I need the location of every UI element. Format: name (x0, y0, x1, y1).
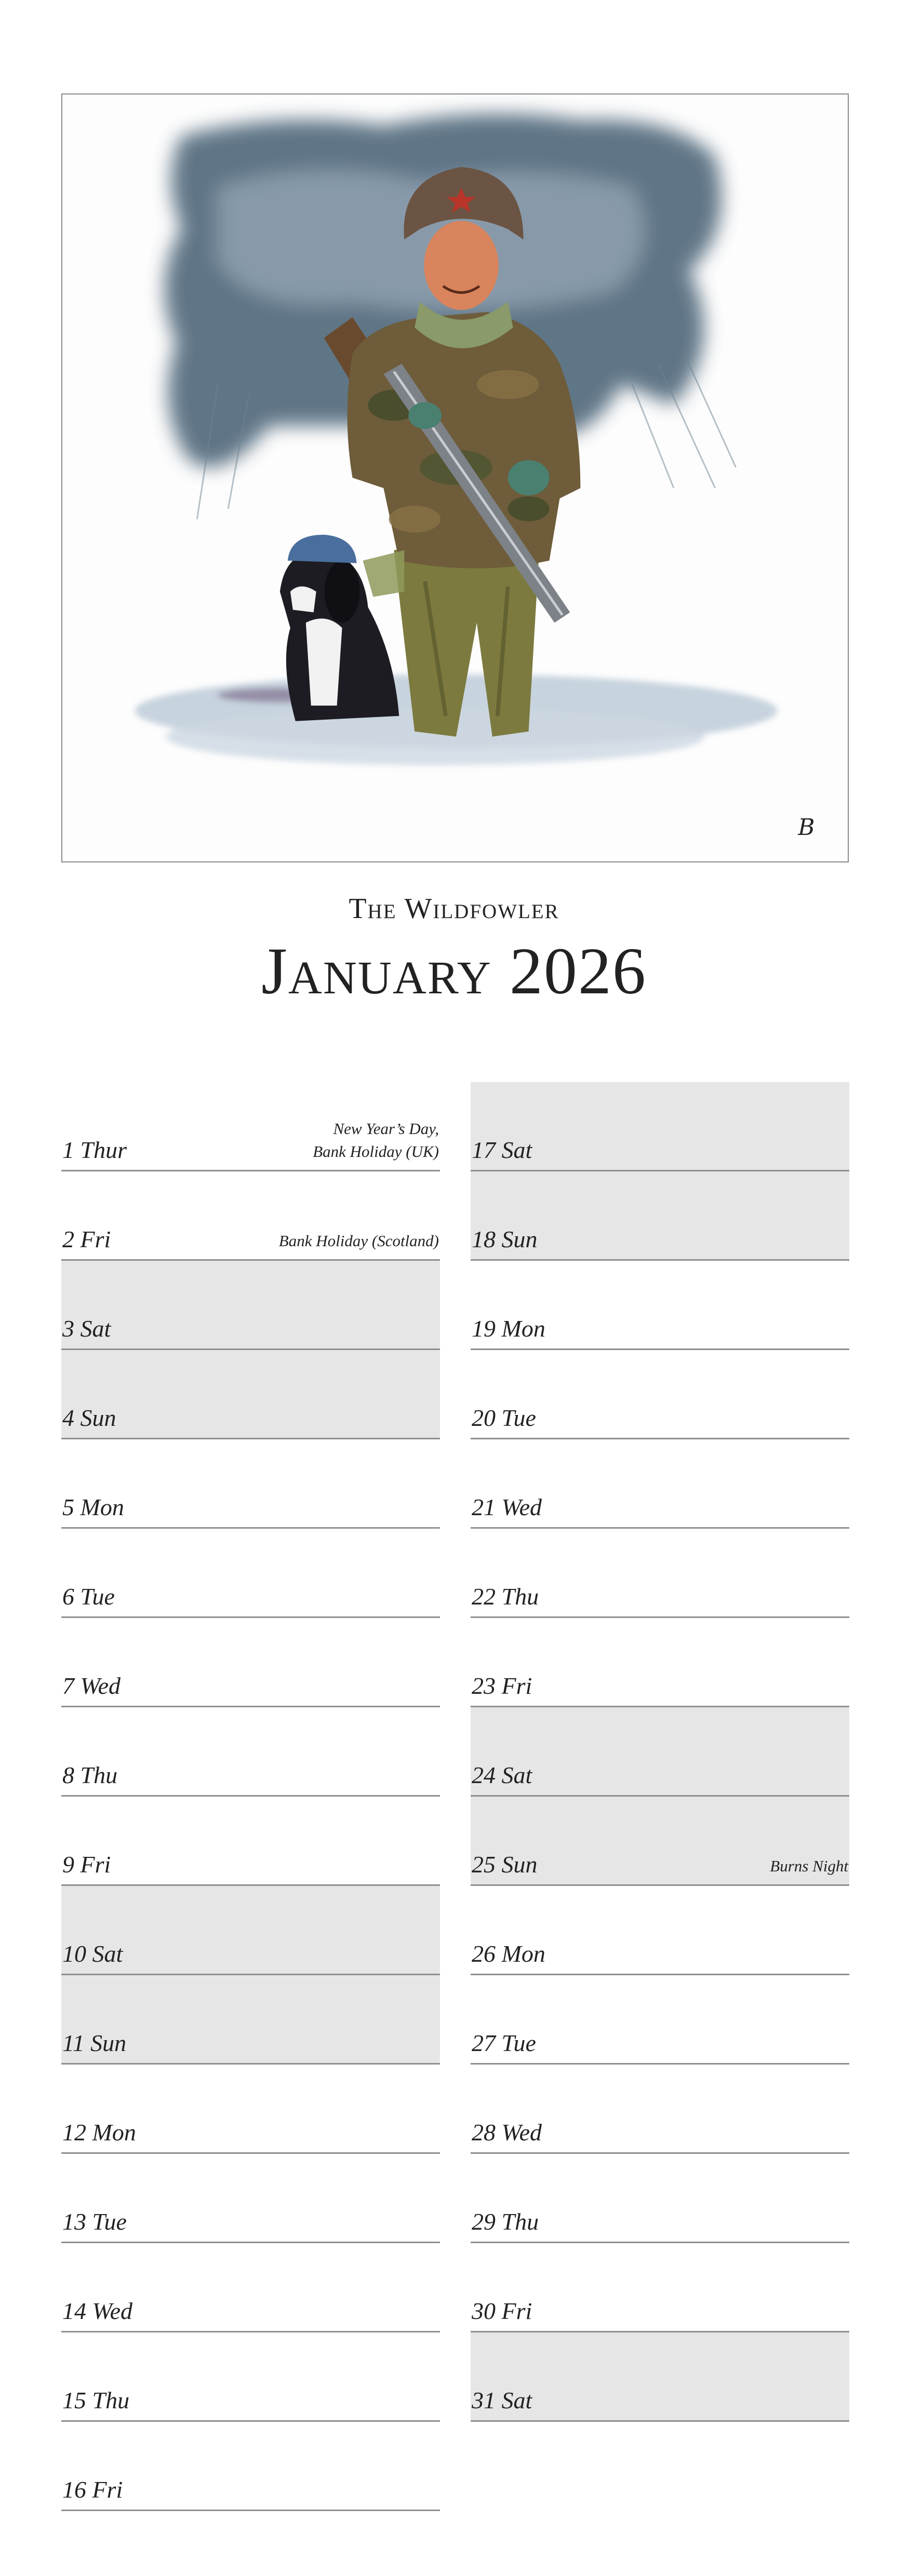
day-label: 29 Thu (472, 2208, 539, 2235)
day-label: 25 Sun (472, 1851, 538, 1878)
day-row[interactable] (61, 1618, 440, 1707)
calendar-subtitle: The Wildfowler (349, 893, 559, 925)
glove-right (408, 402, 442, 429)
wildfowler-illustration (62, 95, 848, 861)
day-label: 19 Mon (472, 1315, 545, 1342)
day-label: 13 Tue (62, 2208, 127, 2235)
day-label: 2 Fri (62, 1226, 111, 1252)
day-label: 4 Sun (62, 1405, 116, 1431)
day-label: 5 Mon (62, 1494, 124, 1520)
day-label: 12 Mon (62, 2119, 136, 2146)
day-label: 15 Thu (62, 2387, 130, 2413)
day-row[interactable] (61, 1261, 440, 1350)
day-row[interactable] (61, 1975, 440, 2065)
illustration-frame (61, 93, 849, 862)
glove-left (508, 460, 550, 495)
days-column-right (471, 1082, 849, 2422)
bucket (363, 550, 404, 597)
day-row[interactable] (61, 1082, 440, 1171)
face (424, 221, 499, 310)
day-label: 16 Fri (62, 2476, 123, 2503)
day-label: 28 Wed (472, 2119, 542, 2146)
day-label: 6 Tue (62, 1583, 115, 1610)
day-label: 17 Sat (472, 1137, 532, 1163)
spaniel-ear (325, 561, 360, 623)
artist-signature: B (798, 814, 815, 841)
day-label: 20 Tue (472, 1405, 536, 1431)
day-row[interactable] (471, 1707, 849, 1797)
day-label: 7 Wed (62, 1673, 121, 1699)
day-row[interactable] (471, 2332, 849, 2422)
day-label: 8 Thu (62, 1762, 118, 1788)
day-label: 26 Mon (472, 1940, 545, 1967)
day-note: Burns Night (770, 1856, 848, 1875)
day-label: 18 Sun (472, 1226, 538, 1252)
day-row[interactable] (471, 1529, 849, 1618)
day-label: 24 Sat (472, 1762, 532, 1788)
day-label: 9 Fri (62, 1851, 111, 1878)
day-row[interactable] (471, 2154, 849, 2243)
day-label: 21 Wed (472, 1494, 542, 1520)
day-label: 3 Sat (62, 1315, 111, 1342)
day-row[interactable] (471, 2065, 849, 2154)
day-row[interactable] (471, 1797, 849, 1886)
day-label: 30 Fri (472, 2298, 532, 2324)
day-label: 27 Tue (472, 2030, 536, 2056)
day-row[interactable] (471, 1886, 849, 1975)
day-row[interactable] (61, 2154, 440, 2243)
day-row[interactable] (61, 1797, 440, 1886)
day-row[interactable] (471, 1082, 849, 1171)
spaniel-chest (306, 618, 342, 706)
day-row[interactable] (471, 2243, 849, 2332)
day-row[interactable] (471, 1618, 849, 1707)
camo-jacket (348, 312, 581, 569)
spaniel-muzzle (290, 586, 316, 612)
day-row[interactable] (61, 1350, 440, 1439)
day-row[interactable] (61, 1529, 440, 1618)
day-label: 22 Thu (472, 1583, 539, 1610)
day-note: New Year’s Day, Bank Holiday (UK) (313, 1120, 439, 1161)
day-row[interactable] (61, 1707, 440, 1797)
spaniel-beanie (288, 535, 357, 563)
days-column-left (61, 1082, 440, 2511)
day-row[interactable] (471, 1171, 849, 1261)
day-row[interactable] (61, 2243, 440, 2332)
month-title: January 2026 (261, 934, 647, 1008)
day-note: Bank Holiday (Scotland) (278, 1231, 439, 1250)
day-row[interactable] (471, 1350, 849, 1439)
day-label: 23 Fri (472, 1673, 532, 1699)
day-row[interactable] (61, 2422, 440, 2511)
day-row[interactable] (471, 1975, 849, 2065)
day-row[interactable] (61, 1886, 440, 1975)
day-row[interactable] (61, 1171, 440, 1261)
day-label: 1 Thur (62, 1137, 127, 1163)
day-row[interactable] (61, 1439, 440, 1529)
day-row[interactable] (471, 1439, 849, 1529)
day-label: 11 Sun (62, 2030, 127, 2056)
day-label: 10 Sat (62, 1940, 123, 1967)
day-row[interactable] (61, 2065, 440, 2154)
day-label: 14 Wed (62, 2298, 133, 2324)
day-row[interactable] (61, 2332, 440, 2422)
day-row[interactable] (471, 1261, 849, 1350)
day-label: 31 Sat (472, 2387, 532, 2413)
